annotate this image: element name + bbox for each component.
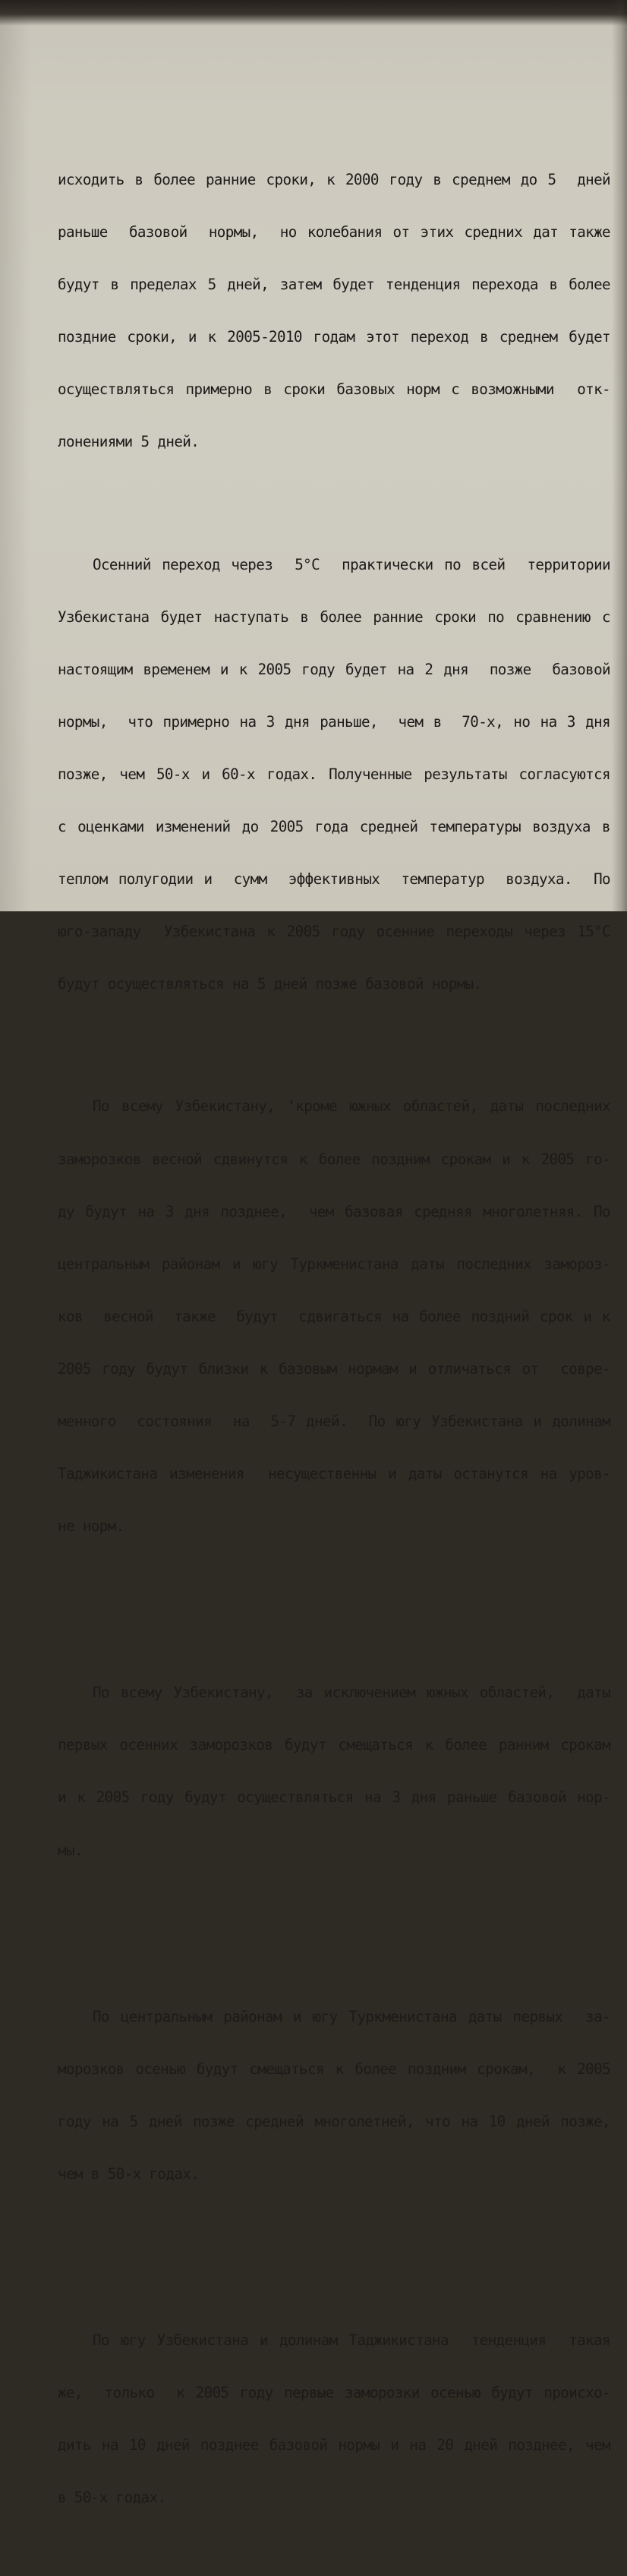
text-line: же, только к 2005 году первые заморозки осенью будут происхо-	[58, 2384, 610, 2402]
text-line: в 50-х годах.	[58, 2489, 166, 2507]
paragraph-3	[58, 1062, 610, 1570]
page-top-shadow	[0, 0, 627, 26]
text-line: Осенний переход через 5°С практически по всей территории	[93, 555, 610, 573]
text-line: ду будут на 3 дня позднее, чем базовая средняя многолетняя. По	[58, 1202, 610, 1220]
page-right-shadow	[612, 0, 627, 911]
paragraph-6	[58, 2297, 610, 2541]
paragraph-1	[58, 136, 610, 486]
text-line: Узбекистана будет наступать в более ранние сроки по сравнению с	[58, 608, 610, 626]
text-line: ков весной также будут сдвигаться на более поздний срок и к	[58, 1307, 610, 1325]
text-line: с оценками изменений до 2005 года средней температуры воздуха в	[58, 818, 610, 836]
paragraph-2	[58, 521, 610, 1028]
text-line: чем в 50-х годах.	[58, 2164, 200, 2183]
text-line: морозков осенью будут смещаться к более поздним срокам, к 2005	[58, 2060, 610, 2078]
text-line: 2005 году будут близки к базовым нормам и отличаться от совре-	[58, 1359, 610, 1378]
text-line: менного состояния на 5-7 дней. По югу Узбекистана и долинам	[58, 1412, 610, 1430]
text-line: исходить в более ранние сроки, к 2000 году в среднем до 5 дней	[58, 171, 610, 188]
text-line: настоящим временем и к 2005 году будет на 2 дня позже базовой	[58, 660, 610, 678]
paragraph-gap	[58, 1929, 610, 1938]
text-line: раньше базовой нормы, но колебания от этих средних дат также	[58, 223, 610, 242]
text-line: заморозков весной сдвинутся к более поздним срокам и к 2005 го-	[58, 1150, 610, 1168]
text-line: Таджикистана изменения несущественны и даты останутся на уров-	[58, 1465, 610, 1483]
text-line: теплом полугодии и сумм эффективных температур воздуха. По	[58, 870, 610, 889]
text-line: году на 5 дней позже средней многолетней, что на 10 дней позже,	[58, 2112, 610, 2130]
text-line: первых осенних заморозков будут смещаться к более ранним срокам	[58, 1736, 610, 1754]
text-line: и к 2005 году будут осуществляться на 3 дня раньше базовой нор-	[58, 1788, 610, 1807]
text-line: мы.	[58, 1841, 83, 1859]
text-line: юго-западу Узбекистана к 2005 году осенние переходы через 15°С	[58, 923, 610, 941]
text-line: лонениями 5 дней.	[58, 433, 200, 451]
body-text	[58, 101, 610, 2576]
page-left-shade	[0, 0, 30, 911]
paragraph-5	[58, 1973, 610, 2218]
text-line: позже, чем 50-х и 60-х годах. Полученные результаты согласуются	[58, 765, 610, 783]
paragraph-gap	[58, 2252, 610, 2262]
paragraph-gap	[58, 1605, 610, 1614]
text-line: центральным районам и югу Туркменистана даты последних замороз-	[58, 1255, 610, 1273]
text-line: По всему Узбекистану, за исключением южных областей, даты	[93, 1684, 610, 1702]
text-line: осуществляться примерно в сроки базовых норм с возможными отк-	[58, 380, 610, 399]
text-line: будут в пределах 5 дней, затем будет тенденция перехода в более	[58, 276, 610, 294]
text-line: будут осуществляться на 5 дней позже базовой нормы.	[58, 975, 482, 993]
text-line: дить на 10 дней позднее базовой нормы и на 20 дней позднее, чем	[58, 2436, 610, 2454]
text-line: По югу Узбекистана и долинам Таджикистана тенденция такая	[93, 2331, 610, 2349]
text-line: поздние сроки, и к 2005-2010 годам этот переход в среднем будет	[58, 328, 610, 346]
text-line: По всему Узбекистану, 'кроме южных областей, даты последних	[93, 1097, 610, 1116]
text-line: не норм.	[58, 1517, 124, 1536]
text-line: По центральным районам и югу Туркменистана даты первых за-	[93, 2007, 610, 2025]
paragraph-4	[58, 1649, 610, 1893]
text-line: нормы, что примерно на 3 дня раньше, чем в 70-х, но на 3 дня	[58, 712, 610, 731]
